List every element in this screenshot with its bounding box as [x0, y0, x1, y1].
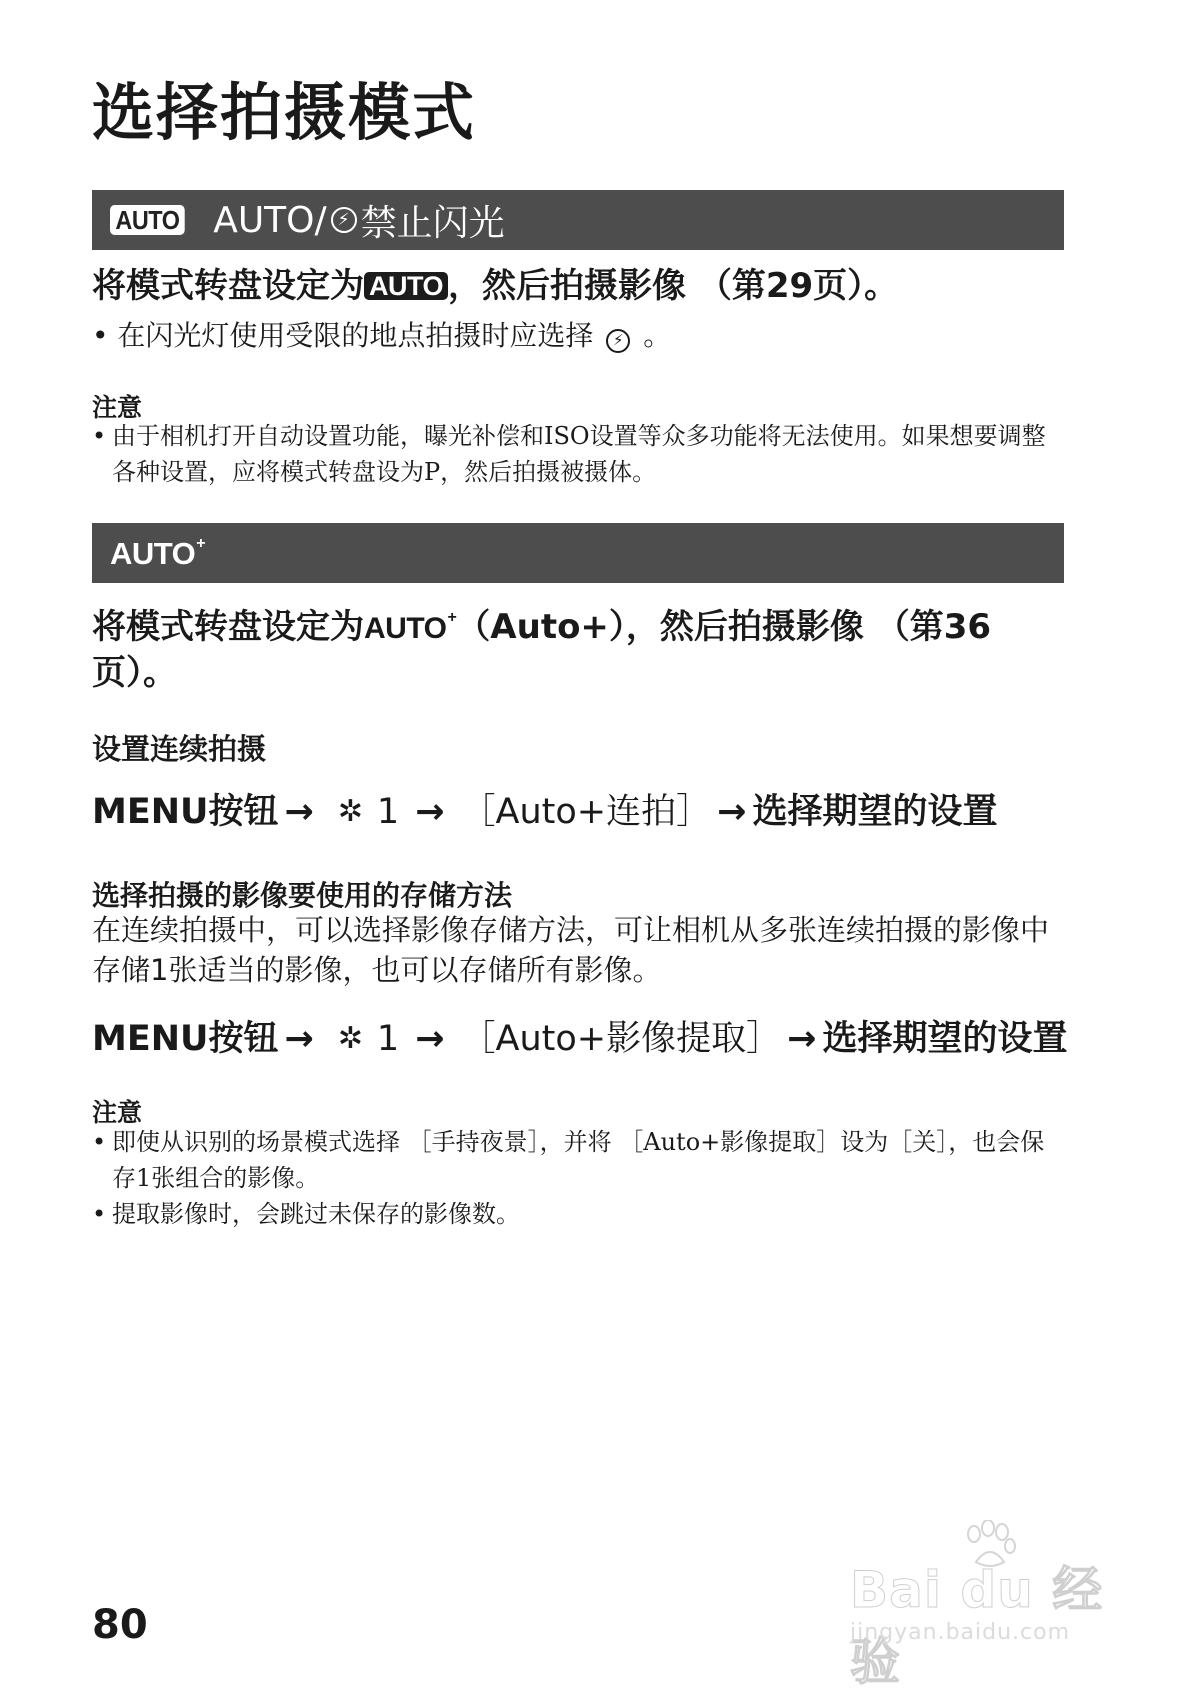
flash-bullet: [92, 318, 671, 354]
gear-icon: ✲: [337, 794, 363, 829]
section1-instruction: [92, 264, 898, 308]
menu-item-label: ［Auto+连拍］: [460, 792, 712, 832]
menu-path-continuous: [92, 790, 997, 834]
section-title-suffix: 禁止闪光: [360, 202, 505, 244]
instruction-text: （Auto+），然后拍摄影像 （第36页）。: [92, 607, 992, 693]
menu-tab-number: 1: [376, 1019, 400, 1059]
note-item: • 即使从识别的场景模式选择 ［手持夜景］，并将 ［Auto+影像提取］设为［关］，也会保存1张组合的影像。: [92, 1124, 1067, 1196]
bullet-text: 。: [643, 319, 672, 352]
menu-end-text: 选择期望的设置: [752, 792, 998, 832]
page-title: 选择拍摄模式: [92, 76, 477, 149]
page-number: 80: [92, 1602, 148, 1648]
auto-plus-sup: +: [447, 609, 457, 626]
auto-plus-icon: [364, 609, 457, 645]
section-header-auto-plus: [92, 523, 1064, 583]
note-item: • 由于相机打开自动设置功能，曝光补偿和ISO设置等众多功能将无法使用。如果想要调整各种设置，应将模式转盘设为P，然后拍摄被摄体。: [92, 418, 1067, 490]
menu-button-label: MENU按钮: [92, 1019, 279, 1059]
auto-mode-icon: AUTO: [110, 205, 185, 235]
section-title: [213, 195, 504, 246]
arrow-icon: →: [787, 1019, 817, 1059]
flash-off-icon: ⚡: [606, 329, 630, 353]
menu-item-label: ［Auto+影像提取］: [460, 1019, 782, 1059]
arrow-icon: →: [415, 1019, 445, 1059]
auto-plus-text: AUTO: [364, 612, 447, 645]
instruction-text: 将模式转盘设定为: [92, 266, 364, 306]
auto-plus-sup: +: [196, 534, 206, 552]
menu-tab-number: 1: [376, 792, 400, 832]
note-list: [92, 418, 1067, 490]
bullet-text: • 在闪光灯使用受限的地点拍摄时应选择: [92, 319, 594, 352]
auto-plus-icon: [110, 535, 205, 572]
watermark-url: jingyan.baidu.com: [850, 1620, 1071, 1645]
storage-description: 在连续拍摄中，可以选择影像存储方法，可让相机从多张连续拍摄的影像中存储1张适当的影像，也可以存储所有影像。: [92, 913, 1050, 987]
note-heading: 注意: [92, 1098, 143, 1127]
watermark-brand: Bai du 经验: [850, 1561, 1104, 1691]
section-title-prefix: AUTO/: [213, 199, 327, 241]
subheading-storage: 选择拍摄的影像要使用的存储方法: [92, 879, 513, 912]
menu-button-label: MENU按钮: [92, 792, 279, 832]
auto-plus-text: AUTO: [110, 535, 196, 571]
instruction-text: ，然后拍摄影像 （第29页）。: [448, 266, 899, 306]
note-heading: 注意: [92, 393, 143, 422]
gear-icon: ✲: [337, 1021, 363, 1056]
flash-off-icon: ⚡: [331, 207, 357, 233]
note-list: [92, 1124, 1067, 1232]
arrow-icon: →: [284, 1019, 314, 1059]
menu-path-extract: [92, 1017, 1067, 1061]
arrow-icon: →: [284, 792, 314, 832]
baidu-watermark: [850, 1520, 1140, 1691]
arrow-icon: →: [415, 792, 445, 832]
auto-mode-icon: AUTO: [364, 272, 448, 300]
instruction-text: 将模式转盘设定为: [92, 607, 364, 647]
arrow-icon: →: [717, 792, 747, 832]
section-header-auto: [92, 190, 1064, 250]
note-item: • 提取影像时，会跳过未保存的影像数。: [92, 1196, 1067, 1232]
menu-end-text: 选择期望的设置: [822, 1019, 1068, 1059]
section2-instruction: [92, 596, 1032, 695]
subheading-continuous: 设置连续拍摄: [92, 732, 267, 766]
